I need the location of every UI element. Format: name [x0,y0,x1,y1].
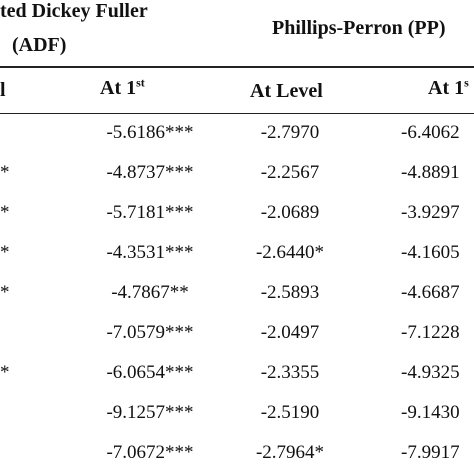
cell-pp-first: -3.9297 [401,202,460,223]
col-header-pp-first-text: At 1 [428,77,465,99]
cell-pp-first: -7.9917 [401,442,460,463]
cell-pp-level: -2.6440* [255,242,325,263]
cell-pp-first: -4.9325 [401,362,460,383]
cell-pp-level: -2.5893 [260,282,320,303]
cell-adf-first: -4.3531*** [106,242,194,263]
column-header-rule [0,113,474,114]
cell-pp-first: -6.4062 [401,122,460,143]
row-left-fragment: * [0,282,10,303]
cell-pp-level: -2.0689 [260,202,320,223]
cell-adf-first: -4.8737*** [106,162,194,183]
adf-group-title-line2: (ADF) [12,34,67,56]
adf-group-title-line1: ted Dickey Fuller [0,0,148,22]
cell-pp-level: -2.5190 [260,402,320,423]
cell-pp-level: -2.2567 [260,162,320,183]
row-left-fragment: * [0,242,10,263]
col-header-adf-first-text: At 1 [100,77,137,99]
cell-adf-first: -4.7867** [111,282,189,303]
cell-adf-first: -7.0579*** [106,322,194,343]
cell-adf-first: -5.7181*** [106,202,194,223]
cell-adf-first: -5.6186*** [106,122,194,143]
pp-group-title: Phillips-Perron (PP) [272,17,446,39]
cell-pp-level: -2.3355 [260,362,320,383]
cell-pp-level: -2.7964* [255,442,325,463]
cell-pp-level: -2.0497 [260,322,320,343]
cell-pp-level: -2.7970 [260,122,320,143]
col-header-adf-first-diff [100,77,145,100]
row-left-fragment: * [0,362,10,383]
col-header-pp-level: At Level [250,80,323,102]
cell-pp-first: -4.6687 [401,282,460,303]
cell-adf-first: -9.1257*** [106,402,194,423]
col-header-pp-first-sup: s [464,75,469,90]
cell-pp-first: -9.1430 [401,402,460,423]
cell-adf-first: -7.0672*** [106,442,194,463]
cell-pp-first: -7.1228 [401,322,460,343]
cell-adf-first: -6.0654*** [106,362,194,383]
row-left-fragment: * [0,202,10,223]
cell-pp-first: -4.1605 [401,242,460,263]
row-left-fragment: * [0,162,10,183]
group-header-rule [0,66,474,68]
col-header-left-fragment: l [0,79,6,101]
col-header-pp-first-diff [428,77,469,100]
cell-pp-first: -4.8891 [401,162,460,183]
col-header-adf-first-sup: st [136,75,145,90]
